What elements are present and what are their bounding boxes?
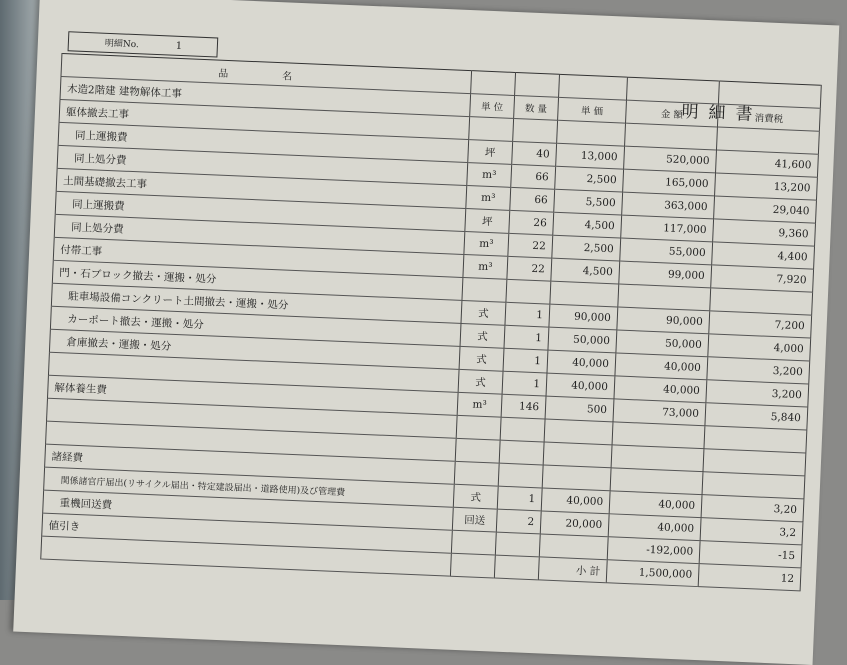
detail-number-label: 明細No. xyxy=(104,38,140,51)
item-name-cell: 関係諸官庁届出(リサイクル届出・特定建設届出・道路使用)及び管理費 xyxy=(44,467,455,507)
unit-cell: m³ xyxy=(467,163,512,188)
amount-cell: 1,500,000 xyxy=(606,560,699,587)
unit-cell: 坪 xyxy=(465,209,510,234)
unit-cell xyxy=(469,117,514,142)
qty-cell: 22 xyxy=(508,233,553,258)
item-name-cell: 重機回送費 xyxy=(43,490,454,530)
unit-cell xyxy=(462,277,507,302)
qty-cell: 2 xyxy=(496,509,541,534)
unit-cell: m³ xyxy=(463,254,508,279)
qty-cell xyxy=(498,463,543,488)
document-page xyxy=(13,0,839,665)
amount-cell: 363,000 xyxy=(622,192,715,219)
amount-cell: 40,000 xyxy=(609,491,702,518)
price-cell: 4,500 xyxy=(551,258,620,284)
qty-cell xyxy=(494,555,539,580)
tax-cell: 3,20 xyxy=(701,495,804,522)
amount-cell: 40,000 xyxy=(614,376,707,403)
tax-cell: 9,360 xyxy=(713,219,816,246)
price-cell: 500 xyxy=(545,396,614,422)
item-name-cell: 土間基礎撤去工事 xyxy=(56,168,467,208)
qty-cell: 66 xyxy=(510,187,555,212)
amount-cell: 50,000 xyxy=(616,330,709,357)
price-cell xyxy=(550,281,619,307)
qty-cell: 1 xyxy=(497,486,542,511)
unit-cell: 式 xyxy=(459,346,504,371)
item-name-cell: 倉庫撤去・運搬・処分 xyxy=(49,329,460,369)
price-cell xyxy=(544,419,613,445)
item-name-cell: 解体養生費 xyxy=(47,375,458,415)
item-name-cell: 同上処分費 xyxy=(54,214,465,254)
unit-cell: 式 xyxy=(453,484,498,509)
tax-cell: 3,200 xyxy=(707,357,810,384)
tax-cell: 4,000 xyxy=(708,334,811,361)
tax-cell: 13,200 xyxy=(715,173,818,200)
amount-cell: 99,000 xyxy=(619,261,712,288)
detail-table xyxy=(40,53,822,591)
amount-cell: 117,000 xyxy=(621,215,714,242)
qty-cell xyxy=(495,532,540,557)
price-cell: 小 計 xyxy=(538,557,607,583)
qty-cell xyxy=(506,279,551,304)
qty-cell xyxy=(500,417,545,442)
unit-cell xyxy=(456,415,501,440)
qty-cell: 66 xyxy=(511,164,556,189)
qty-cell xyxy=(499,440,544,465)
price-cell: 2,500 xyxy=(555,166,624,192)
column-header-item: 品 名 xyxy=(61,53,472,93)
tax-cell: 5,840 xyxy=(705,403,808,430)
statement-sheet xyxy=(48,27,846,586)
tax-cell: 4,400 xyxy=(712,242,815,269)
unit-cell xyxy=(450,553,495,578)
unit-cell: 式 xyxy=(460,323,505,348)
unit-cell: 式 xyxy=(461,300,506,325)
amount-cell: 40,000 xyxy=(615,353,708,380)
item-name-cell: 駐車場設備コンクリート土間撤去・運搬・処分 xyxy=(51,283,462,323)
unit-cell: 坪 xyxy=(468,140,513,165)
item-name-cell: 同上運搬費 xyxy=(58,122,469,162)
price-cell xyxy=(543,442,612,468)
tax-cell: 7,200 xyxy=(709,311,812,338)
column-header-qty: 数 量 xyxy=(514,95,559,120)
qty-cell: 146 xyxy=(501,394,546,419)
price-cell xyxy=(539,534,608,560)
amount-cell: 40,000 xyxy=(608,514,701,541)
column-header-amount: 金 額 xyxy=(626,100,719,127)
price-cell: 40,000 xyxy=(541,488,610,514)
tax-cell: 29,040 xyxy=(714,196,817,223)
price-cell xyxy=(542,465,611,491)
amount-cell: 165,000 xyxy=(623,169,716,196)
item-name-cell: 同上運搬費 xyxy=(55,191,466,231)
column-header-unit: 単 位 xyxy=(470,94,515,119)
item-name-cell: 諸経費 xyxy=(45,444,456,484)
amount-cell: -192,000 xyxy=(607,537,700,564)
price-cell: 40,000 xyxy=(547,350,616,376)
qty-cell: 1 xyxy=(503,348,548,373)
tax-cell: 3,200 xyxy=(706,380,809,407)
tax-cell: 41,600 xyxy=(716,150,819,177)
tax-cell: 3,2 xyxy=(700,518,803,545)
tax-cell: 12 xyxy=(698,564,801,591)
unit-cell: m³ xyxy=(457,392,502,417)
qty-cell: 26 xyxy=(509,210,554,235)
column-header-tax: 消費税 xyxy=(717,104,820,131)
price-cell: 20,000 xyxy=(540,511,609,537)
price-cell: 4,500 xyxy=(553,212,622,238)
item-name-cell: 付帯工事 xyxy=(53,237,464,277)
qty-cell: 22 xyxy=(507,256,552,281)
price-cell: 5,500 xyxy=(554,189,623,215)
amount-cell: 520,000 xyxy=(624,146,717,173)
price-cell: 50,000 xyxy=(548,327,617,353)
qty-cell: 1 xyxy=(505,302,550,327)
qty-cell xyxy=(513,118,558,143)
tax-cell: -15 xyxy=(699,541,802,568)
item-name-cell: 躯体撤去工事 xyxy=(59,99,470,139)
unit-cell: m³ xyxy=(466,186,511,211)
price-cell xyxy=(557,120,626,146)
amount-cell: 55,000 xyxy=(620,238,713,265)
column-header-price: 単 価 xyxy=(558,97,627,123)
qty-cell: 1 xyxy=(504,325,549,350)
detail-number-value: 1 xyxy=(175,40,183,52)
price-cell: 40,000 xyxy=(546,373,615,399)
tax-cell: 7,920 xyxy=(711,265,814,292)
document-title: 明細書 xyxy=(681,101,763,126)
unit-cell: m³ xyxy=(464,232,509,257)
unit-cell xyxy=(451,530,496,555)
item-name-cell: 同上処分費 xyxy=(57,145,468,185)
amount-cell: 90,000 xyxy=(617,307,710,334)
qty-cell: 40 xyxy=(512,141,557,166)
unit-cell xyxy=(455,438,500,463)
unit-cell: 式 xyxy=(458,369,503,394)
item-name-cell: 値引き xyxy=(42,513,453,553)
price-cell: 13,000 xyxy=(556,143,625,169)
amount-cell: 73,000 xyxy=(613,399,706,426)
section-title: 木造2階建 建物解体工事 xyxy=(60,76,471,116)
unit-cell: 回送 xyxy=(452,507,497,532)
item-name-cell: 門・石ブロック撤去・運搬・処分 xyxy=(52,260,463,300)
price-cell: 2,500 xyxy=(552,235,621,261)
item-name-cell: カーポート撤去・運搬・処分 xyxy=(50,306,461,346)
price-cell: 90,000 xyxy=(549,304,618,330)
qty-cell: 1 xyxy=(502,371,547,396)
unit-cell xyxy=(454,461,499,486)
